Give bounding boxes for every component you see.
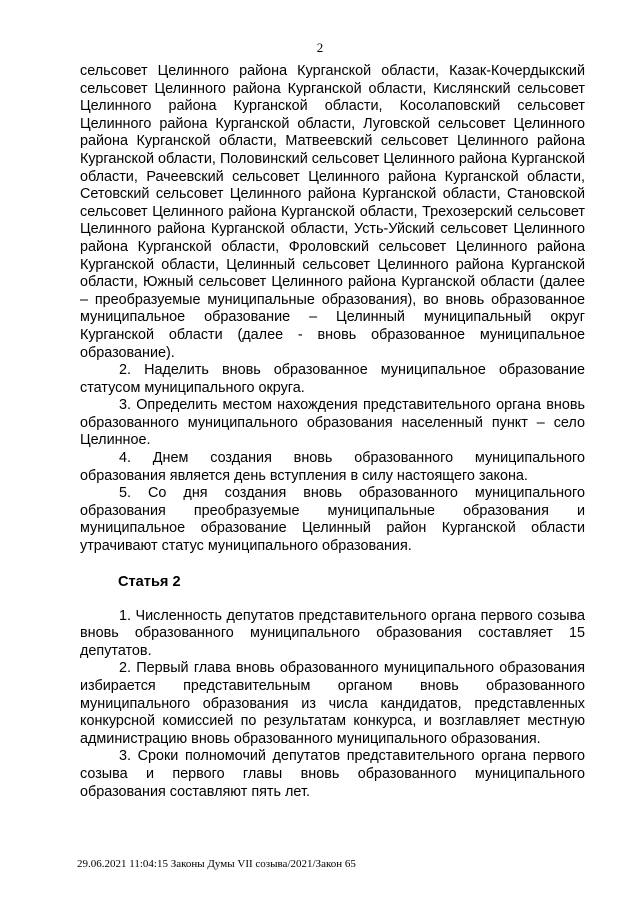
article2-item-2: 2. Первый глава вновь образованного муниципального образования избирается представительным органом вновь образованного муниципального образования из числа кандидатов, представленных конкурсной комиссией по результатам конкурса, и возглавляет местную администрацию вновь образованного муниципального образования. [80, 660, 585, 747]
article1-item-4: 4. Днем создания вновь образованного муниципального образования является день вступления в силу настоящего закона. [80, 450, 585, 484]
article1-item-5: 5. Со дня создания вновь образованного муниципального образования преобразуемые муниципальные образования и муниципальное образование Целинный район Курганской области утрачивают статус муниципального образования. [80, 485, 585, 555]
article-2-heading: Статья 2 [118, 573, 181, 590]
article1-item-3: 3. Определить местом нахождения представительного органа вновь образованного муниципального образования населенный пункт – село Целинное. [80, 397, 585, 449]
article2-item-1: 1. Численность депутатов представительного органа первого созыва вновь образованного муниципального образования составляет 15 депутатов. [80, 607, 585, 659]
document-footer: 29.06.2021 11:04:15 Законы Думы VII созыва/2021/Закон 65 [77, 858, 356, 870]
article2-item-3: 3. Сроки полномочий депутатов представительного органа первого созыва и первого главы вновь образованного муниципального образования составляют пять лет. [80, 748, 585, 800]
article1-item-2: 2. Наделить вновь образованное муниципальное образование статусом муниципального округа. [80, 362, 585, 396]
continuation-paragraph: сельсовет Целинного района Курганской области, Казак-Кочердыкский сельсовет Целинного района Курганской области, Кислянский сельсовет Целинного района Курганской области, Косолаповский сельсовет Целинного района Курганской области, Луговской сельсовет Целинного района Курганской области, Матвеевский сельсовет Целинного района Курганской области, Половинский сельсовет Целинного района Курганской области, Рачеевский сельсовет Целинного района Курганской области, Сетовский сельсовет Целинного района Курганской области, Становской сельсовет Целинного района Курганской области, Трехозерский сельсовет Целинного района Курганской области, Усть-Уйский сельсовет Целинного района Курганской области, Фроловский сельсовет Целинного района Курганской области, Целинный сельсовет Целинного района Курганской области, Южный сельсовет Целинного района Курганской области (далее – преобразуемые муниципальные образования), во вновь образованное муниципальное образование – Целинный муниципальный округ Курганской области (далее - вновь образованное муниципальное образование). [80, 63, 585, 361]
page-number: 2 [316, 40, 324, 55]
document-body [80, 63, 585, 801]
